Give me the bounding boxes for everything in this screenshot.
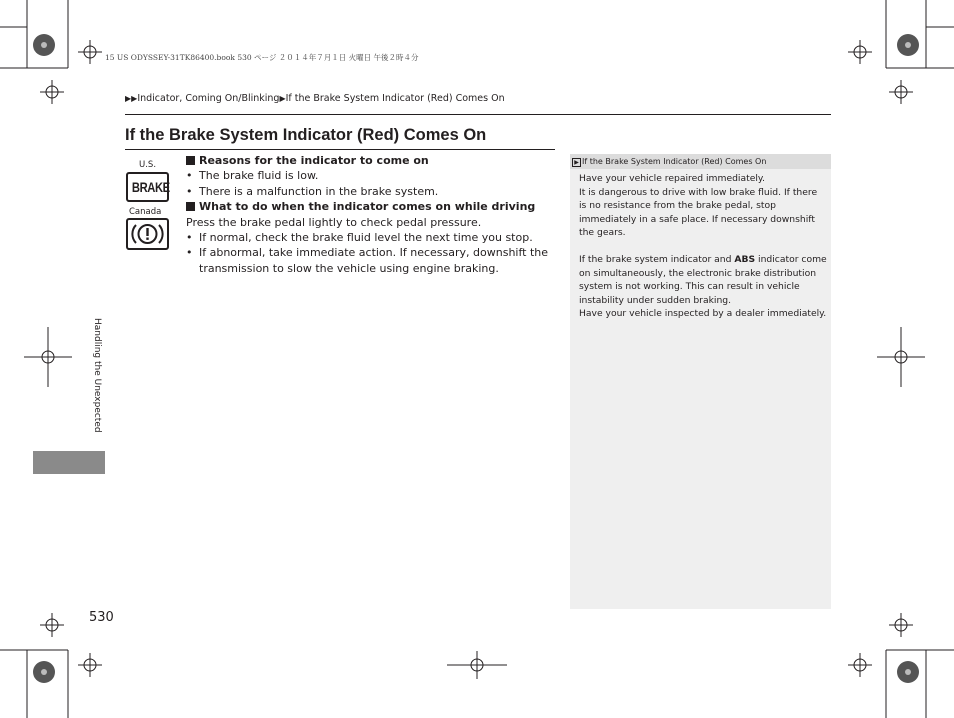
- square-bullet-icon: [186, 156, 195, 165]
- divider: [125, 149, 555, 150]
- note-line: the gears.: [579, 227, 626, 238]
- us-label: U.S.: [139, 160, 157, 170]
- note-line: instability under sudden braking.: [579, 294, 732, 306]
- page-title: If the Brake System Indicator (Red) Comes On: [125, 126, 487, 144]
- reference-icon: ▶: [572, 158, 581, 167]
- breadcrumb-item[interactable]: If the Brake System Indicator (Red) Comes On: [285, 93, 505, 104]
- section-heading: What to do when the indicator comes on while driving: [186, 199, 546, 214]
- chapter-tab[interactable]: [33, 451, 105, 474]
- note-line: immediately in a safe place. If necessary downshift: [579, 213, 815, 225]
- list-item-continuation: transmission to slow the vehicle using engine braking.: [199, 261, 499, 275]
- list-item: • If abnormal, take immediate action. If necessary, downshift the: [186, 245, 546, 260]
- note-line: system is not working. This can result in vehicle: [579, 281, 800, 292]
- side-note-title: ▶ If the Brake System Indicator (Red) Comes On: [572, 157, 766, 167]
- canada-label: Canada: [129, 207, 162, 217]
- note-line: If the brake system indicator and ABS indicator come: [579, 254, 827, 265]
- note-line: is no resistance from the brake pedal, stop: [579, 200, 776, 211]
- note-line: on simultaneously, the electronic brake distribution: [579, 267, 817, 279]
- chapter-tab-label: Handling the Unexpected: [92, 318, 102, 433]
- note-line: It is dangerous to drive with low brake fluid. If there: [579, 186, 818, 198]
- divider: [125, 114, 831, 115]
- brake-warning-icon: [126, 218, 169, 250]
- abs-label: ABS: [734, 254, 756, 265]
- arrow-icon: ▶: [279, 94, 286, 103]
- side-note-body: [579, 172, 829, 321]
- circle-exclamation-icon: [128, 220, 167, 248]
- brake-symbol-text: BRAKE: [131, 179, 170, 195]
- brake-indicator-icon: [126, 172, 169, 202]
- page-number: 530: [89, 610, 114, 625]
- list-item: • If normal, check the brake fluid level the next time you stop.: [186, 230, 546, 245]
- breadcrumb-item[interactable]: Indicator, Coming On/Blinking: [137, 93, 280, 104]
- square-bullet-icon: [186, 202, 195, 211]
- list-item: • The brake fluid is low.: [186, 168, 546, 183]
- paragraph: Press the brake pedal lightly to check pedal pressure.: [186, 215, 482, 229]
- section-heading: Reasons for the indicator to come on: [186, 153, 546, 168]
- double-arrow-icon: ▶▶: [125, 94, 138, 103]
- breadcrumb: [125, 93, 505, 104]
- list-item: • There is a malfunction in the brake system.: [186, 184, 546, 199]
- note-line: Have your vehicle repaired immediately.: [579, 173, 765, 184]
- print-header: 15 US ODYSSEY-31TK86400.book 530 ページ ２０１４年７月１日 火曜日 午後２時４分: [105, 53, 419, 62]
- note-line: Have your vehicle inspected by a dealer immediately.: [579, 308, 827, 319]
- main-content: [186, 153, 549, 276]
